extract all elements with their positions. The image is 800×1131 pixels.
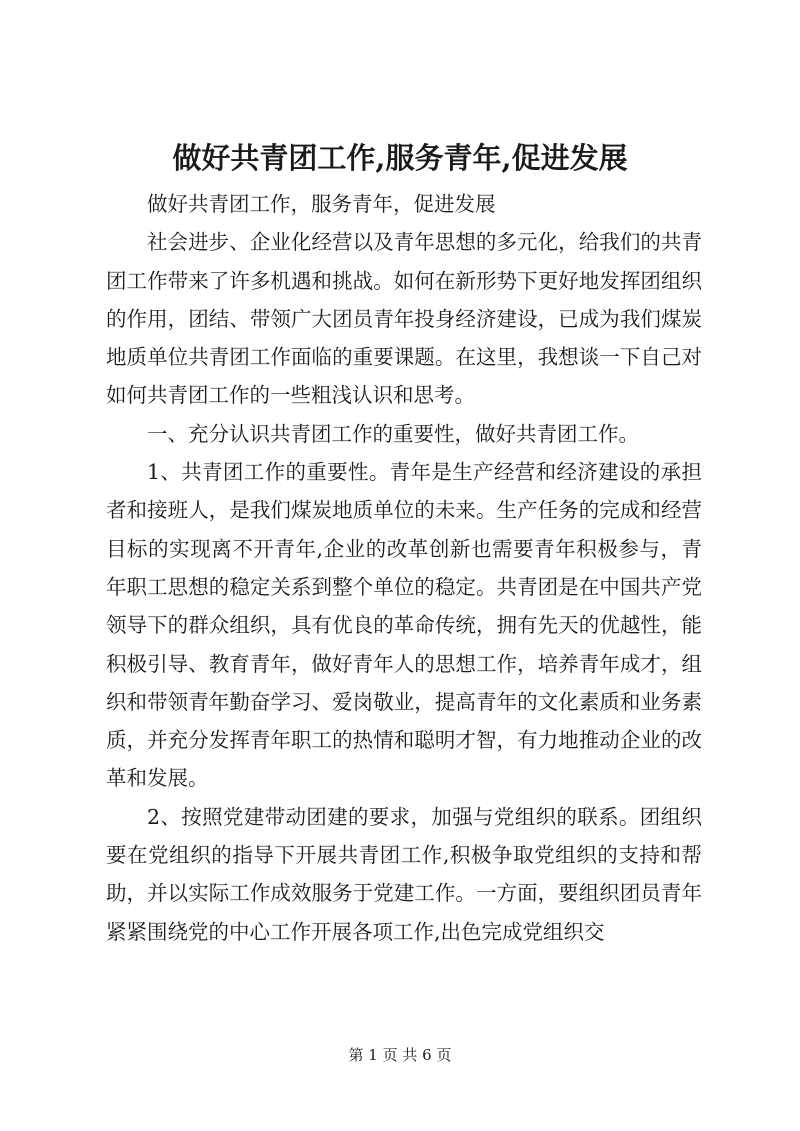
subtitle-paragraph: 做好共青团工作，服务青年，促进发展 (147, 192, 496, 216)
body-paragraph: 1、共青团工作的重要性。青年是生产经营和经济建设的承担者和接班人，是我们煤炭地质单位的未来。生产任务的完成和经营目标的实现离不开青年,企业的改革创新也需要青年积极参与，青年职工思想的稳定关系到整个单位的稳定。共青团是在中国共产党领导下的群众组织，具有优良的革命传统，拥有先天的优越性，能积极引导、教育青年，做好青年人的思想工作，培养青年成才，组织和带领青年勤奋学习、爱岗敬业，提高青年的文化素质和业务素质，并充分发挥青年职工的热情和聪明才智，有力地推动企业的改革和发展。 (106, 460, 702, 791)
document-title: 做好共青团工作,服务青年,促进发展 (172, 141, 628, 175)
page-footer (0, 1045, 800, 1065)
intro-paragraph: 社会进步、企业化经营以及青年思想的多元化，给我们的共青团工作带来了许多机遇和挑战。如何在新形势下更好地发挥团组织的作用，团结、带领广大团员青年投身经济建设，已成为我们煤炭地质单位共青团工作面临的重要课题。在这里，我想谈一下自己对如何共青团工作的一些粗浅认识和思考。 (106, 230, 702, 408)
document-body (106, 185, 702, 951)
section-heading-paragraph: 一、充分认识共青团工作的重要性，做好共青团工作。 (147, 421, 639, 446)
body-paragraph: 2、按照党建带动团建的要求，加强与党组织的联系。团组织要在党组织的指导下开展共青团工作,积极争取党组织的支持和帮助，并以实际工作成效服务于党建工作。一方面，要组织团员青年紧紧围绕党的中心工作开展各项工作,出色完成党组织交 (106, 804, 702, 944)
page-number: 第 1 页 共 6 页 (348, 1046, 452, 1064)
